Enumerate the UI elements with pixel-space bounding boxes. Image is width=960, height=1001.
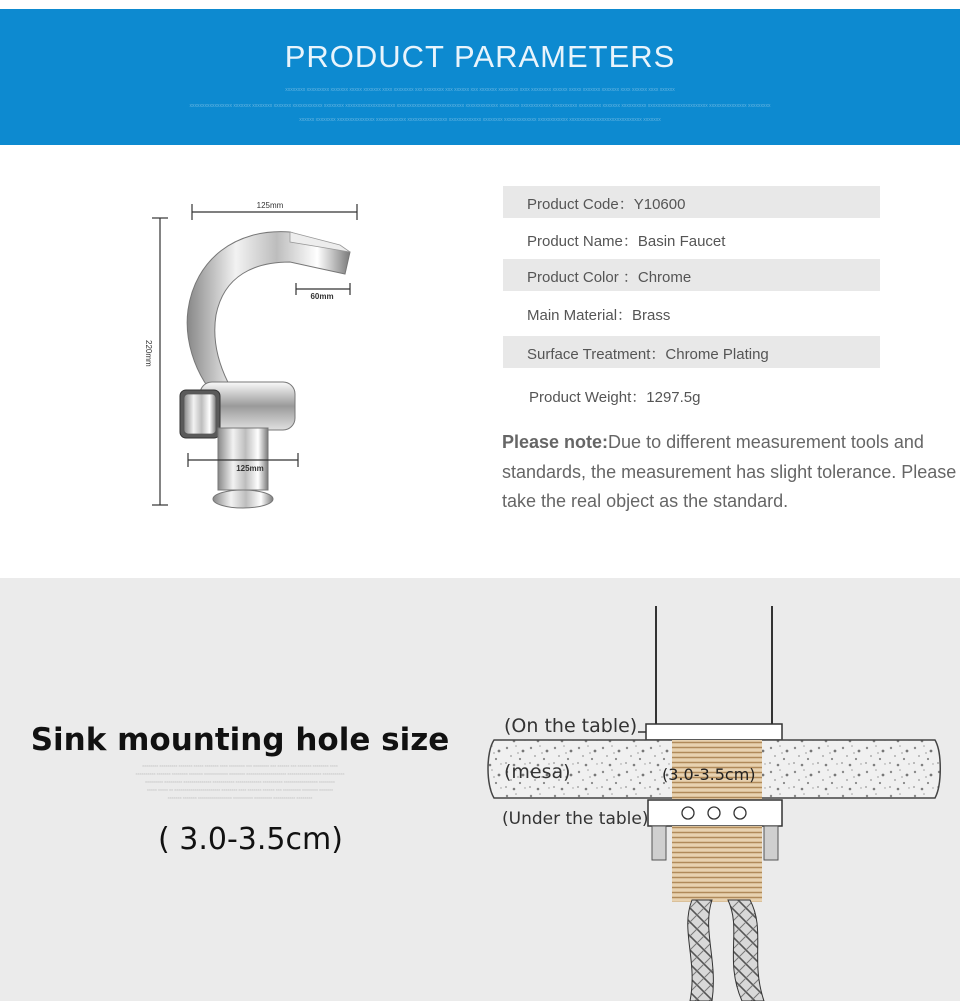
spec-row-surface [503, 336, 880, 368]
page-title: PRODUCT PARAMETERS [284, 39, 676, 74]
decorative-fine-text-3: xxxxxx xxxxxxxx xxxxxxxxxxxxxxx xxxxxxxxxxxx xxxxxxxxxxxxxxxx xxxxxxxxxxxxx xxxxxxxx xxxxxxxxxxxxx xxxxxxxxxxxx xxxxxxxxxxxxxxxxxxxxxxxxxxxxx xxxxxxx [299, 117, 661, 123]
mounting-title: Sink mounting hole size [30, 722, 450, 758]
label-hole-size: (3.0-3.5cm) [662, 765, 756, 784]
spec-surface: Surface Treatment：Chrome Plating [527, 346, 769, 363]
note-text: Due to different measurement tools and standards, the measurement has slight tolerance. Please take the real object as the standard. [502, 432, 957, 511]
decorative-fine-text-8: xxxxxxx xxxxxxx xxxxxxxxxxxxxxxxx xxxxxxxxxx xxxxxxxxx xxxxxxxxxxx xxxxxxxx [167, 795, 313, 800]
decorative-fine-text-5: xxxxxxxxxx xxxxxxx xxxxxxxx xxxxxxx xxxxxxxxxxxx xxxxxxxx xxxxxxxxxxxxxxxxxxxx xxxxxxxxxxxxxxxxx xxxxxxxxxxx [135, 771, 345, 776]
label-under-table: (Under the table) [502, 809, 649, 829]
decorative-fine-text-7: xxxxx xxxxx xx xxxxxxxxxxxxxxxxxxxxxxx xxxxxxxx xxxx xxxxxxx xxxxxx xxx xxxxxxxxx xxxxxxxx xxxxxxx [146, 787, 334, 792]
decorative-fine-text-6: xxxxxxxxx xxxxxxxxx xxxxxxxxxxxxxx xxxxxxxxxxx xxxxxxxxxxxxx xxxxxxxxxx xxxxxxxxxxxxxxxxx xxxxxxxx [145, 779, 335, 784]
decorative-fine-text-4: xxxxxxxx xxxxxxxxx xxxxxxx xxxxx xxxxxxx xxxx xxxxxxxx xxx xxxxxxxx xxx xxxxxx xxx xxxxxxx xxxxxxxx xxxx [142, 763, 338, 768]
mounting-hole-size: ( 3.0-3.5cm) [158, 822, 343, 857]
spec-name: Product Name：Basin Faucet [527, 233, 726, 250]
dim-spout: 60mm [310, 292, 334, 301]
dim-top-width: 125mm [256, 201, 284, 210]
note-label: Please note: [502, 432, 609, 452]
decorative-fine-text-2: xxxxxxxxxxxxxxxxx xxxxxxx xxxxxxxx xxxxxxx xxxxxxxxxxxx xxxxxxxx xxxxxxxxxxxxxxxxxxxx xxxxxxxxxxxxxxxxxxxxxxxxxxx xxxxxxxxxxxxx xxxxxxxx xxxxxxxxxxxx xxxxxxxxxx xxxxxxxxx xxxxxxx xxxxxxxxxx xxxxxxxxxxxxxxxxxxxxxxxx xxxxxxxxxxxxxxx xxxxxxxxx [189, 103, 771, 109]
spec-row-code [503, 186, 880, 218]
spec-weight: Product Weight：1297.5g [529, 389, 701, 406]
spec-row-color [503, 259, 880, 291]
measurement-note [502, 428, 957, 517]
spec-code: Product Code：Y10600 [527, 196, 686, 213]
spec-material: Main Material：Brass [527, 307, 671, 324]
label-on-table: (On the table) [504, 715, 638, 737]
faucet-image [140, 190, 380, 520]
mounting-diagram [480, 600, 960, 1001]
dim-height: 220mm [144, 340, 153, 367]
spec-color: Product Color ：Chrome [527, 269, 692, 286]
header-banner [0, 9, 960, 145]
spec-row-weight [503, 379, 880, 411]
label-mesa: (mesa) [504, 761, 571, 783]
dim-base-width: 125mm [236, 464, 264, 473]
decorative-fine-text: xxxxxxxx xxxxxxxxx xxxxxxx xxxxx xxxxxxx xxxx xxxxxxxx xxx xxxxxxxx xxx xxxxxx xxx xxxxxxx xxxxxxxx xxxx xxxxxxxx xxxxxx xxxxx xxxxxxx xxxxxxx xxxx xxxxxx xxxx xxxxxx [285, 87, 675, 93]
spec-row-name [503, 223, 880, 255]
spec-row-material [503, 297, 880, 329]
